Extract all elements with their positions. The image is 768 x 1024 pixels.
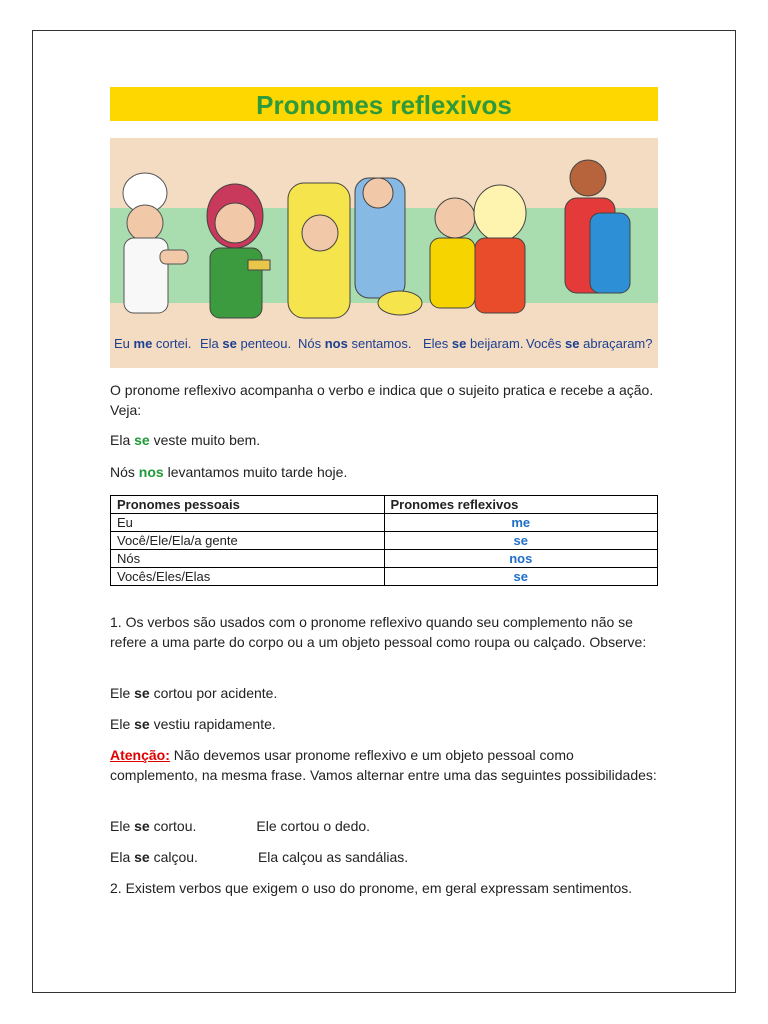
table-cell-reflexive: me — [384, 514, 658, 532]
attention-paragraph: Atenção: Não devemos usar pronome reflexivo e um objeto pessoal como complemento, na mesma frase. Vamos alternar entre uma das seguintes possibilidades: — [110, 747, 657, 783]
table-cell-personal: Nós — [111, 550, 385, 568]
table-cell-personal: Você/Ele/Ela/a gente — [111, 532, 385, 550]
caption-3: Nós nos sentamos. — [298, 336, 412, 351]
example-sentence-1: Ela se veste muito bem. — [110, 432, 261, 448]
table-row — [111, 550, 658, 568]
example-sentence-6: Ela se calçou. Ela calçou as sandálias. — [110, 849, 409, 865]
table-row — [111, 568, 658, 586]
table-header-row — [111, 496, 658, 514]
example-sentence-3: Ele se cortou por acidente. — [110, 685, 278, 701]
table-cell-reflexive: nos — [384, 550, 658, 568]
couple-kissing-figure-icon — [430, 185, 526, 313]
caption-1: Eu me cortei. — [114, 336, 192, 351]
reflexive-pronouns-illustration — [110, 138, 658, 368]
title-banner — [110, 87, 658, 121]
table-row — [111, 532, 658, 550]
intro-paragraph: O pronome reflexivo acompanha o verbo e indica que o sujeito pratica e recebe a ação. Veja: — [110, 382, 654, 418]
caption-4: Eles se beijaram. — [423, 336, 524, 351]
caption-2: Ela se penteou. — [200, 336, 292, 351]
table-cell-personal: Eu — [111, 514, 385, 532]
rule-2-paragraph: 2. Existem verbos que exigem o uso do pronome, em geral expressam sentimentos. — [110, 880, 633, 896]
page-title: Pronomes reflexivos — [256, 90, 512, 120]
example-sentence-4: Ele se vestiu rapidamente. — [110, 716, 276, 732]
pronouns-table — [110, 495, 658, 586]
table-cell-reflexive: se — [384, 568, 658, 586]
table-row — [111, 514, 658, 532]
example-sentence-5: Ele se cortou. Ele cortou o dedo. — [110, 818, 371, 834]
table-cell-personal: Vocês/Eles/Elas — [111, 568, 385, 586]
table-header-personal: Pronomes pessoais — [111, 496, 385, 514]
attention-label: Atenção: — [110, 747, 170, 763]
table-header-reflexive: Pronomes reflexivos — [384, 496, 658, 514]
rule-1-paragraph: 1. Os verbos são usados com o pronome reflexivo quando seu complemento não se refere a uma parte do corpo ou a um objeto pessoal como roupa ou calçado. Observe: — [110, 614, 647, 650]
table-cell-reflexive: se — [384, 532, 658, 550]
example-sentence-2: Nós nos levantamos muito tarde hoje. — [110, 464, 348, 480]
caption-5: Vocês se abraçaram? — [526, 336, 653, 351]
